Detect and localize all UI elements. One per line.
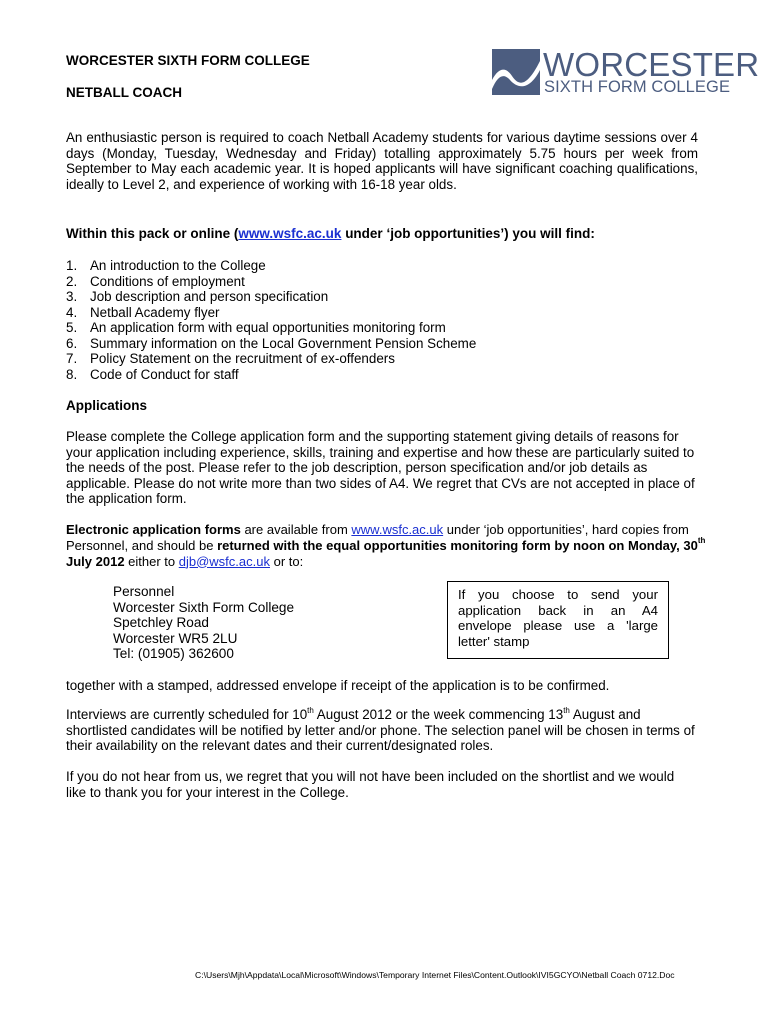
deadline-month: July 2012: [66, 553, 125, 569]
pack-heading: [66, 226, 706, 241]
list-item-text: An introduction to the College: [90, 258, 266, 273]
list-item: [66, 351, 626, 367]
email-link[interactable]: djb@wsfc.ac.uk: [178, 553, 270, 569]
closing-paragraph: If you do not hear from us, we regret that you will not have been included on the shortlist and we would like to thank you for your interest in the College.: [66, 769, 675, 800]
list-item-text: Netball Academy flyer: [90, 304, 220, 320]
interviews-paragraph: [66, 707, 696, 754]
stamp-note-box: [447, 581, 669, 659]
college-logo: [492, 46, 760, 96]
list-item-number: 4.: [66, 304, 78, 320]
either-to-text: either to: [124, 553, 179, 569]
list-item: [66, 367, 626, 383]
list-item: [66, 305, 626, 321]
logo-line1: WORCESTER: [543, 46, 760, 83]
address-line: Spetchley Road: [113, 615, 209, 631]
interviews-text-mid: August 2012 or the week commencing 13: [313, 707, 564, 722]
list-item-number: 6.: [66, 335, 78, 351]
stamped-envelope-text: together with a stamped, addressed envelope if receipt of the application is to be confirmed.: [66, 678, 610, 693]
list-item-number: 5.: [66, 320, 78, 335]
deadline-ordinal: th: [697, 536, 706, 546]
list-item-number: 2.: [66, 273, 78, 289]
list-item-number: 3.: [66, 289, 78, 304]
interviews-text: Interviews are currently scheduled for 10: [66, 707, 308, 722]
pack-heading-pre: Within this pack or online (: [66, 226, 239, 241]
address-line: Worcester WR5 2LU: [113, 630, 238, 646]
electronic-forms-bold: Electronic application forms: [66, 522, 241, 537]
interviews-ordinal: th: [307, 705, 314, 715]
or-to-text: or to:: [269, 553, 304, 569]
college-title: WORCESTER SIXTH FORM COLLEGE: [66, 53, 310, 68]
address-line: Worcester Sixth Form College: [113, 599, 295, 615]
deadline-bold: returned with the equal opportunities monitoring form by noon on Monday, 30: [217, 537, 698, 553]
electronic-forms-paragraph: [66, 522, 706, 569]
list-item: [66, 336, 626, 352]
list-item-number: 7.: [66, 351, 78, 366]
logo-line2: SIXTH FORM COLLEGE: [544, 78, 731, 96]
pack-heading-post: under ‘job opportunities’) you will find:: [341, 226, 595, 241]
job-title: NETBALL COACH: [66, 85, 182, 100]
wave-logo-icon: [492, 49, 540, 95]
interviews-ordinal-2: th: [563, 705, 570, 715]
website-link[interactable]: www.wsfc.ac.uk: [351, 522, 444, 537]
pack-heading-link[interactable]: www.wsfc.ac.uk: [238, 226, 342, 241]
list-item-text: An application form with equal opportunities monitoring form: [90, 320, 446, 335]
applications-heading: Applications: [66, 398, 148, 413]
intro-paragraph: An enthusiastic person is required to coach Netball Academy students for various daytime sessions over 4 days (Monday, Tuesday, Wednesday and Friday) totalling approximately 5.75 hours per week from September to May each academic year. It is hoped applicants will have significant coaching qualifications, ideally to Level 2, and experience of working with 16-18 year olds.: [66, 130, 698, 192]
address-line: Tel: (01905) 362600: [113, 646, 234, 662]
list-item-text: Code of Conduct for staff: [90, 366, 239, 382]
pack-list: [66, 258, 626, 382]
electronic-forms-text-after: under ‘job opportunities’, hard copies from Personnel, and should be: [66, 522, 689, 553]
list-item: [66, 320, 626, 336]
footer-file-path: C:\Users\Mjh\Appdata\Local\Microsoft\Windows\Temporary Internet Files\Content.Outlook\IVI5GCYO\Netball Coach 0712.Doc: [195, 970, 675, 980]
list-item-number: 8.: [66, 366, 78, 382]
list-item: [66, 274, 626, 290]
list-item-text: Summary information on the Local Government Pension Scheme: [90, 335, 477, 351]
stamp-note-text: If you choose to send your application back in an A4 envelope please use a 'large letter' stamp: [458, 587, 658, 649]
list-item-number: 1.: [66, 258, 78, 273]
electronic-forms-text: are available from: [240, 522, 352, 537]
interviews-text-post: August and shortlisted candidates will be notified by letter and/or phone. The selection panel will be chosen in terms of their availability on the relevant dates and their current/designated roles.: [66, 707, 695, 754]
list-item: [66, 289, 626, 305]
applications-paragraph: Please complete the College application form and the supporting statement giving details of reasons for your application including experience, skills, training and expertise and how these are particularly suited to the needs of the post. Please refer to the job description, person specification and/or job details as applicable. Please do not write more than two sides of A4. We regret that CVs are not accepted in place of the application form.: [66, 429, 695, 507]
list-item-text: Job description and person specification: [90, 289, 329, 304]
list-item-text: Conditions of employment: [90, 273, 245, 289]
address-block: [113, 584, 294, 662]
address-line: Personnel: [113, 584, 175, 599]
list-item: [66, 258, 626, 274]
list-item-text: Policy Statement on the recruitment of ex-offenders: [90, 351, 395, 366]
